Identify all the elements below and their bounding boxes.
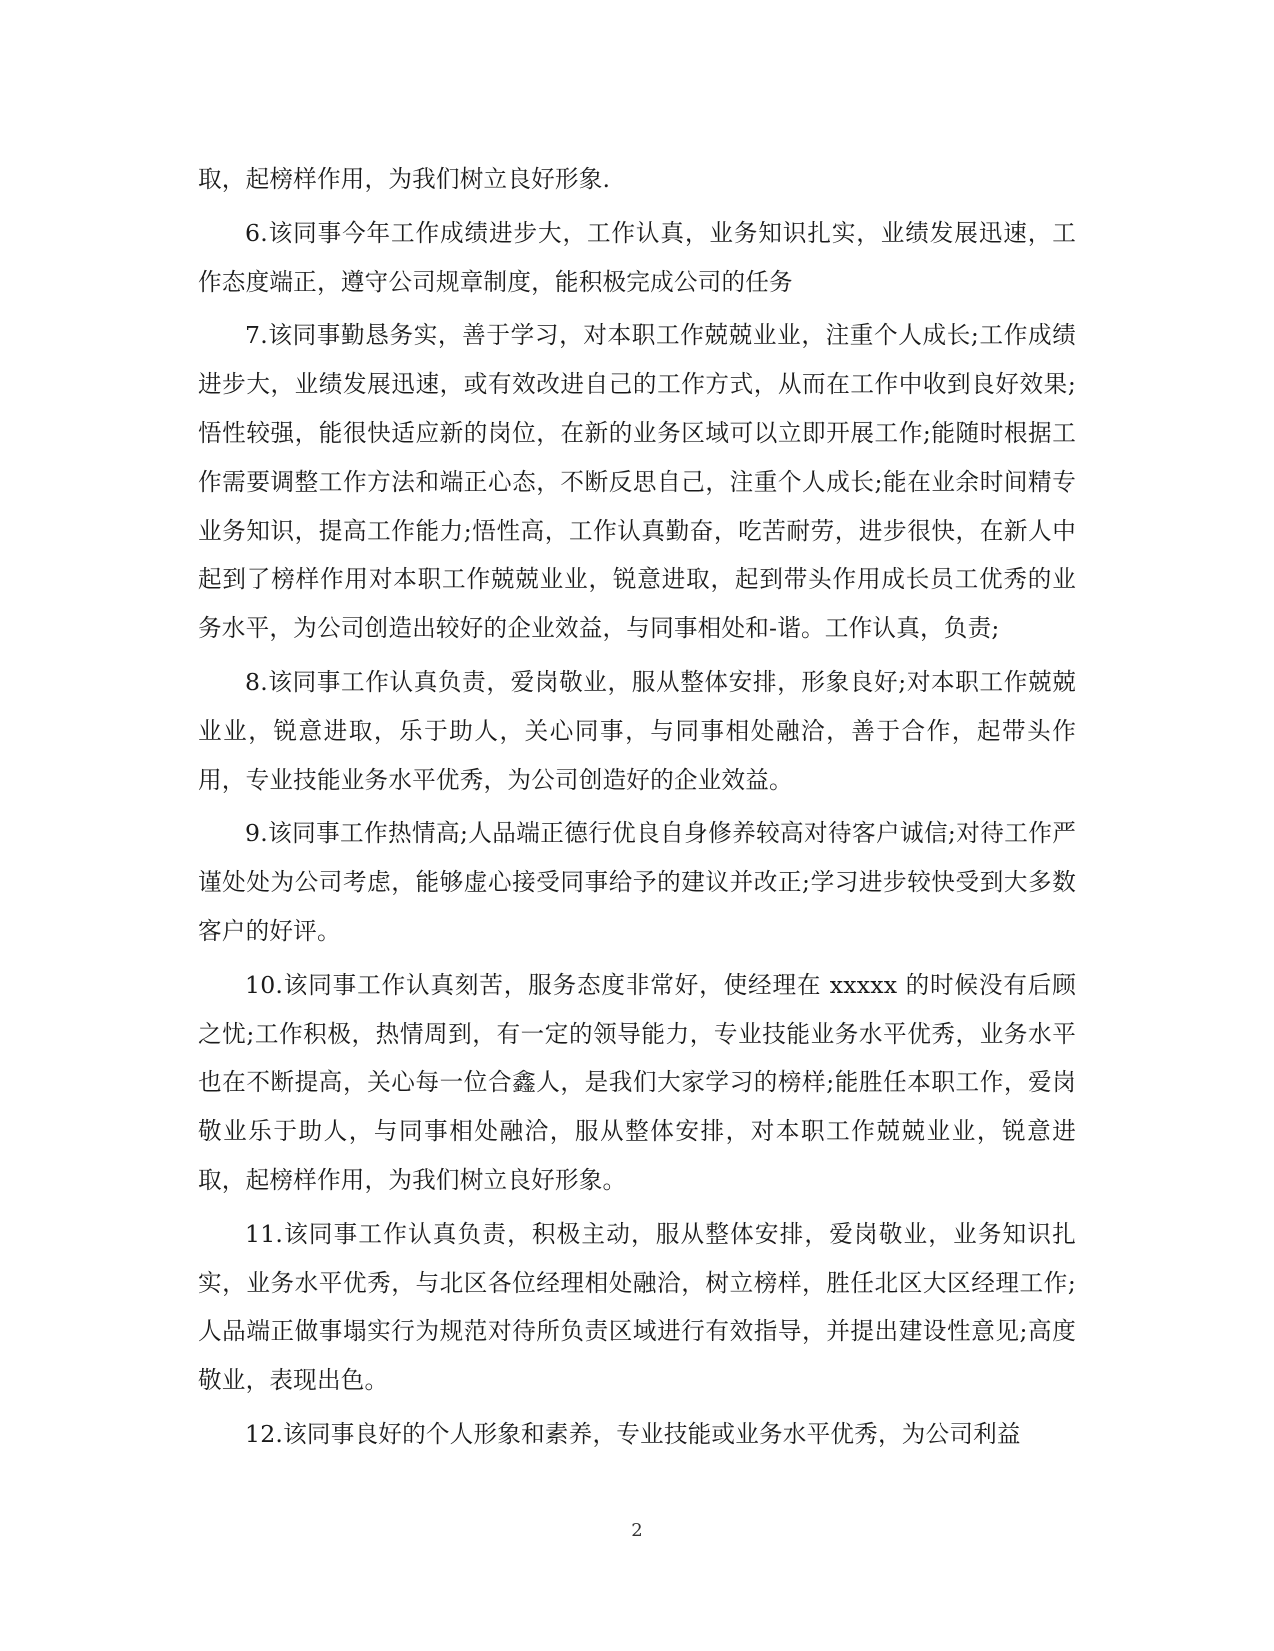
paragraph-item-11: 11.该同事工作认真负责，积极主动，服从整体安排，爱岗敬业，业务知识扎实，业务水平优秀，与北区各位经理相处融洽，树立榜样，胜任北区大区经理工作;人品端正做事塌实行为规范对待所负责区域进行有效指导，并提出建设性意见;高度敬业，表现出色。 [198,1219,1076,1395]
paragraph-item-8: 8.该同事工作认真负责，爱岗敬业，服从整体安排，形象良好;对本职工作兢兢业业，锐意进取，乐于助人，关心同事，与同事相处融洽，善于合作，起带头作用，专业技能业务水平优秀，为公司创造好的企业效益。 [198,667,1076,794]
page-number: 2 [631,1520,643,1541]
paragraph-item-10: 10.该同事工作认真刻苦，服务态度非常好，使经理在 xxxxx 的时候没有后顾之忧;工作积极，热情周到，有一定的领导能力，专业技能业务水平优秀，业务水平也在不断提高，关心每一位合鑫人，是我们大家学习的榜样;能胜任本职工作，爱岗敬业乐于助人，与同事相处融洽，服从整体安排，对本职工作兢兢业业，锐意进取，起榜样作用，为我们树立良好形象。 [198,970,1076,1194]
paragraph-item-12: 12.该同事良好的个人形象和素养，专业技能或业务水平优秀，为公司利益 [245,1419,1021,1448]
document-body [198,155,1076,1464]
paragraph-continuation: 取，起榜样作用，为我们树立良好形象. [198,165,611,193]
paragraph-item-7: 7.该同事勤恳务实，善于学习，对本职工作兢兢业业，注重个人成长;工作成绩进步大，业绩发展迅速，或有效改进自己的工作方式，从而在工作中收到良好效果;悟性较强，能很快适应新的岗位，在新的业务区域可以立即开展工作;能随时根据工作需要调整工作方法和端正心态，不断反思自己，注重个人成长;能在业余时间精专业务知识，提高工作能力;悟性高，工作认真勤奋，吃苦耐劳，进步很快，在新人中起到了榜样作用对本职工作兢兢业业，锐意进取，起到带头作用成长员工优秀的业务水平，为公司创造出较好的企业效益，与同事相处和-谐。工作认真，负责; [198,321,1076,643]
paragraph-item-9: 9.该同事工作热情高;人品端正德行优良自身修养较高对待客户诚信;对待工作严谨处处为公司考虑，能够虚心接受同事给予的建议并改正;学习进步较快受到大多数客户的好评。 [198,819,1076,945]
paragraph-item-6: 6.该同事今年工作成绩进步大，工作认真，业务知识扎实，业绩发展迅速，工作态度端正，遵守公司规章制度，能积极完成公司的任务 [198,218,1076,296]
